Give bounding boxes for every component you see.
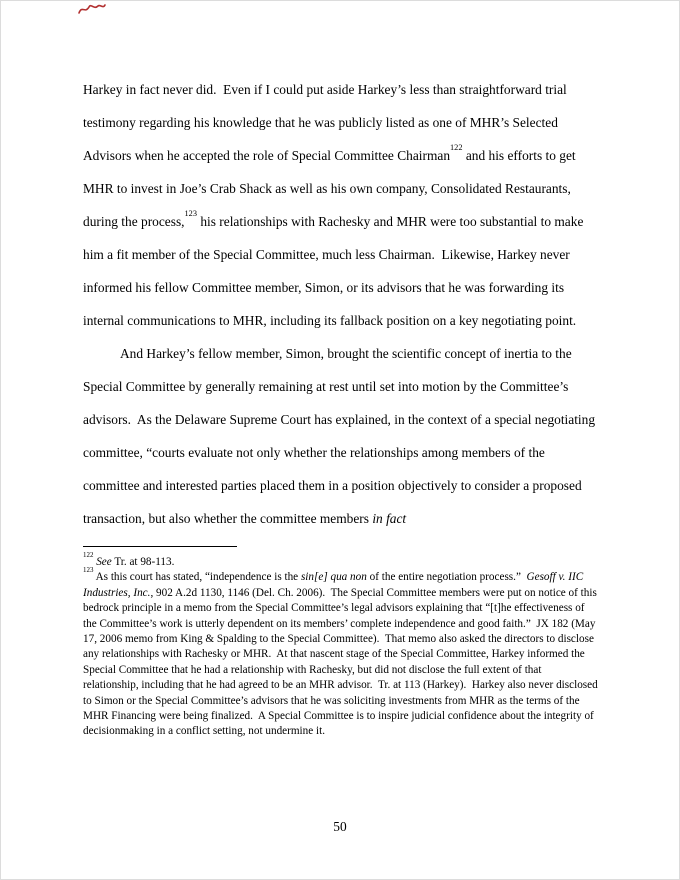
footnote-ref-122: 122: [450, 142, 463, 152]
footnote-123-number: 123: [83, 566, 94, 575]
footnotes-section: [1, 546, 679, 740]
paragraph-1-text-a: Harkey in fact never did. Even if I could put aside Harkey’s less than straightforward trial testimony regarding his knowledge that he was publicly listed as one of MHR’s Selected Advisors when he accepted the role of Special Committee Chairman: [83, 82, 571, 163]
footnote-123-text-c: , 902 A.2d 1130, 1146 (Del. Ch. 2006). The Special Committee members were put on notice of this bedrock principle in a memo from the Special Committee’s legal advisors explaining that “[t]he effectiveness of the Committee’s work is utterly dependent on its members’ complete independence and good faith.” JX 182 (May 17, 2006 memo from King & Spalding to the Special Committee). That memo also asked the directors to disclose any relationships with Rachesky or MHR. At that nascent stage of the Special Committee, Harkey informed the Special Committee that he had a relationship with Rachesky, but did not disclose the full extent of that relationship, including that he had agreed to be an MHR advisor. Tr. at 113 (Harkey). Harkey also never disclosed to Simon or the Special Committee’s advisors that he was soliciting investments from MHR as the terms of the MHR Financing were being finalized. A Special Committee is to inspire judicial confidence about the integrity of decisionmaking in a conflict setting, not undermine it.: [83, 586, 601, 738]
paragraph-2-italic-in-fact: in fact: [372, 511, 407, 526]
footnote-123-latin-phrase: sin[e] qua non: [300, 571, 367, 584]
paragraph-2-text-a: And Harkey’s fellow member, Simon, brought the scientific concept of inertia to the Special Committee by generally remaining at rest until set into motion by the Committee’s advisors. As the Delaware Supreme Court has explained, in the context of a special negotiating committee, “courts evaluate not only whether the relationships among members of the committee and interested parties placed them in a position objectively to consider a proposed transaction, but also whether the committee members: [83, 346, 599, 526]
footnote-122-text: Tr. at 98-113.: [111, 556, 175, 568]
paragraph-1-text-c: his relationships with Rachesky and MHR were too substantial to make him a fit member of the Special Committee, much less Chairman. Likewise, Harkey never informed his fellow Committee member, Simon, or its advisors that he was forwarding its internal communications to MHR, including its fallback position on a key negotiating point.: [83, 214, 587, 328]
footnote-123-text-a: As this court has stated, “independence is the: [93, 571, 301, 584]
footnote-122: [83, 550, 599, 570]
document-body: [1, 1, 679, 535]
footnote-122-number: 122: [83, 550, 94, 559]
footnote-123: [83, 566, 601, 739]
footnote-ref-123: 123: [184, 208, 197, 218]
footnote-122-see-signal: See: [93, 556, 112, 568]
paragraph-1: [83, 73, 599, 337]
footnote-separator-rule: [83, 546, 237, 547]
red-pen-mark: [77, 2, 107, 21]
paragraph-1-text-b: and his efforts to get MHR to invest in Joe’s Crab Shack as well as his own company, Consolidated Restaurants, during the process,: [83, 148, 580, 229]
footnote-123-text-b: of the entire negotiation process.”: [366, 571, 527, 584]
footnote-123-case-citation: Gesoff v. IIC Industries, Inc.: [83, 571, 586, 599]
paragraph-2: [83, 337, 599, 535]
page-number: 50: [333, 819, 347, 834]
